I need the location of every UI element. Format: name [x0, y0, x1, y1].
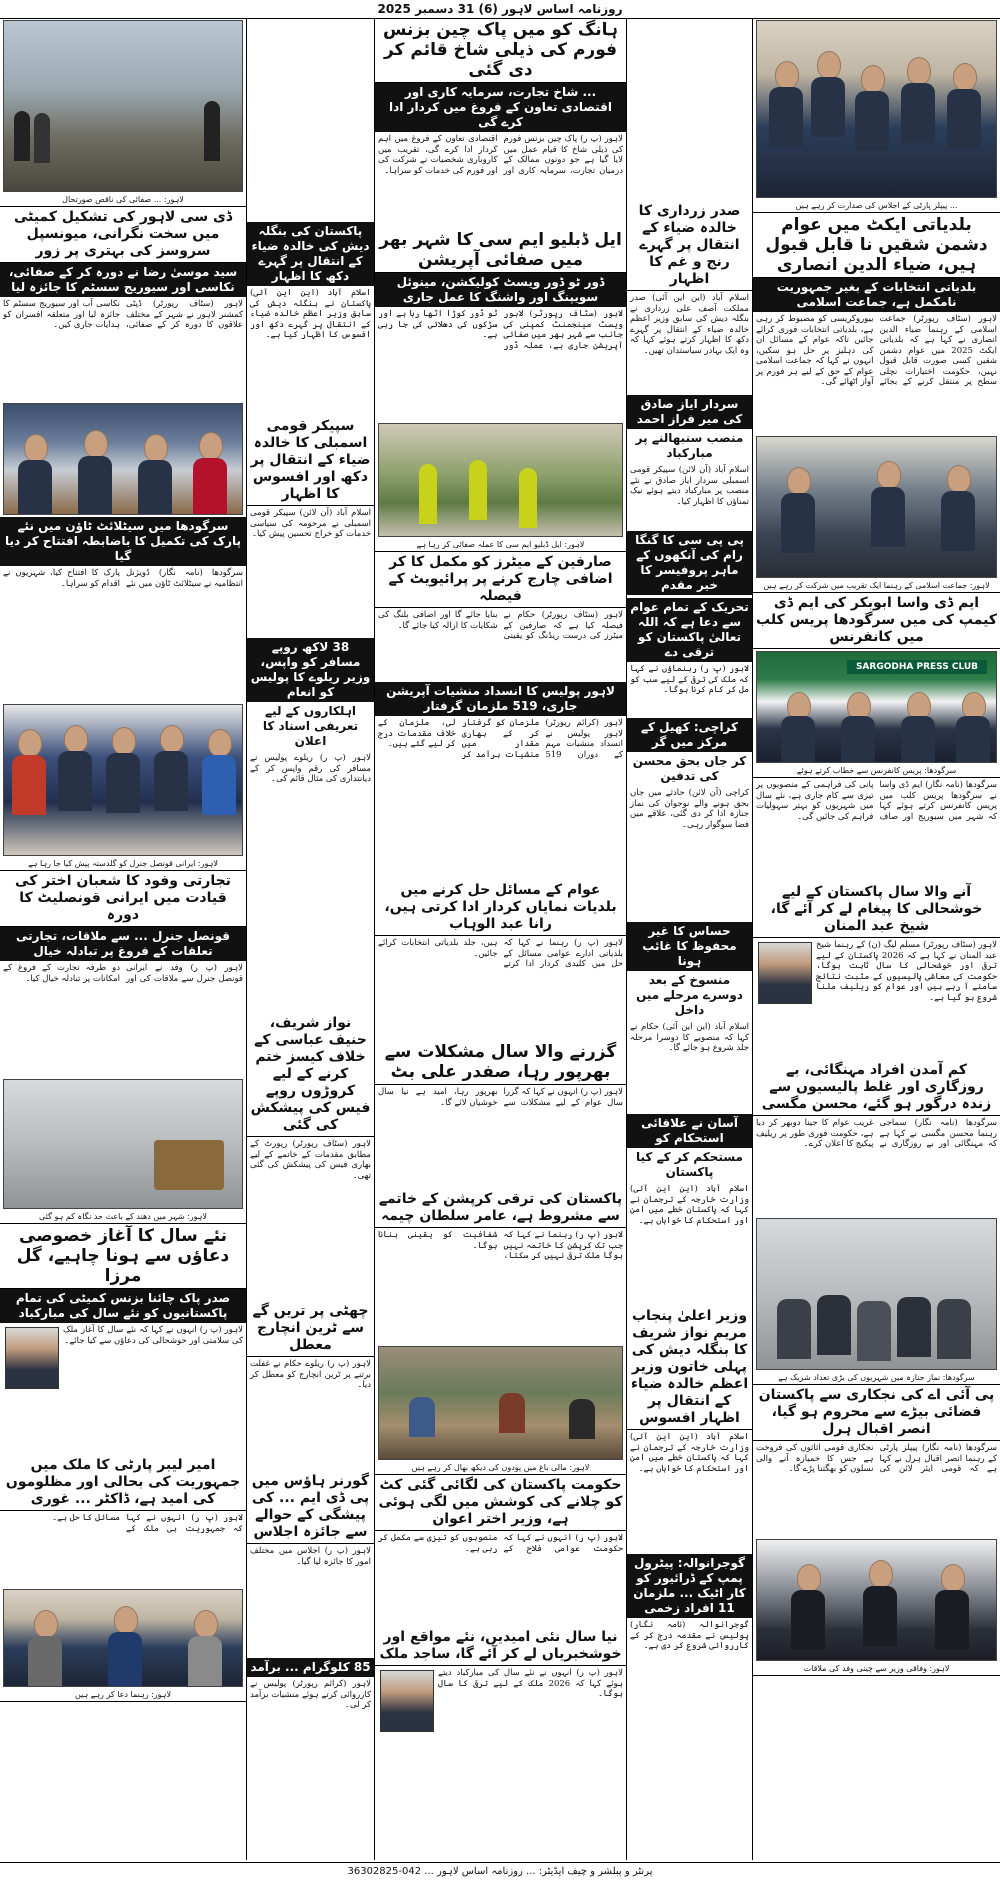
article-body: لاہور (پ ر) ریلوے حکام نے غفلت برتنے پر ٹرین انچارج کو معطل کر دیا۔ — [250, 1359, 371, 1390]
photo-caption: ... پیپلز پارٹی کے اجلاس کی صدارت کر رہے ہیں — [753, 200, 1000, 213]
columnist-portrait — [380, 1670, 434, 1732]
subheadline-bar: ... شاخ تجارت، سرمایہ کاری اور اقتصادی تعاون کے فروغ میں کردار ادا کرے گی — [375, 83, 626, 132]
article-body — [0, 1323, 246, 1455]
subheadline-bar: گوجرانوالہ: پیٹرول پمپ کے ڈرائیور کو کار اٹیک ... ملزمان 11 افراد زخمی — [627, 1554, 752, 1618]
article-text: لاہور (سٹاف رپورٹر) مسلم لیگ (ن) کے رہنما شیخ عبد المنان نے کہا ہے کہ 2026 پاکستان کے لیے ترقی اور خوشحالی کا سال ثابت ہوگا، حکومت کی معاشی پالیسیوں کے مثبت نتائج سامنے آ رہے ہیں اور عوام کو ریلیف ملنا شروع ہو گیا ہے۔ — [816, 940, 997, 1003]
subheadline-bar: سید موسیٰ رضا نے دورہ کر کے صفائی، نکاسی اور سیوریج سسٹم کا جائزہ لیا — [0, 263, 246, 297]
headline: تجارتی وفود کا شعبان اختر کی قیادت میں ایرانی قونصلیٹ کا دورہ — [0, 871, 246, 927]
column-left — [0, 18, 246, 1860]
article-body: اسلام آباد (این این آئی) صدر مملکت آصف علی زرداری نے بنگلہ دیش کی سابق وزیر اعظم خالدہ ضیاء کے انتقال پر گہرے دکھ کا اظہار کرتے ہوئے کہا کہ وہ ایک بہادر سیاستدان تھیں۔ — [630, 293, 749, 356]
subheadline: منسوخ کے بعد دوسرے مرحلے میں داخل — [636, 973, 743, 1017]
headline: عوام کے مسائل حل کرنے میں بلدیات نمایاں کردار ادا کرتی ہیں، رانا عبد الوہاب — [375, 880, 626, 936]
headline: صدر زرداری کا خالدہ ضیاء کے انتقال پر گہرے رنج و غم کا اظہار — [627, 201, 752, 291]
headline: وزیر اعلیٰ پنجاب مریم نواز شریف کا بنگلہ دیش کی پہلی خاتون وزیر اعظم خالدہ ضیاء کے انتقال پر اظہار افسوس — [627, 1306, 752, 1430]
article-body: لاہور (پ ر) ریلوے پولیس نے مسافر کی رقم واپس کر کے دیانتداری کی مثال قائم کی۔ — [250, 753, 371, 784]
article-body — [375, 1666, 626, 1780]
photo-prayer — [3, 1589, 243, 1687]
article-body: لاہور (کرائم رپورٹر) لاہور پولیس نے انسداد منشیات مہم کے دوران 519 ملزمان کو گرفتار کر کے بھاری مقدار میں منشیات برآمد کر لی، ملزمان کے خلاف مقدمات درج کر لیے گئے ہیں۔ — [378, 718, 623, 760]
headline: نئے سال کا آغاز خصوصی دعاؤں سے ہونا چاہیے، گل مرزا — [0, 1224, 246, 1289]
headline: نواز شریف، حنیف عباسی کے خلاف کیسز ختم کرنے کے لیے کروڑوں روپے فیس کی پیشکش کی گئی — [247, 1013, 374, 1137]
subheadline-bar: آسان نے علاقائی استحکام کو — [627, 1114, 752, 1148]
article-body: گوجرانوالہ (نامہ نگار) پولیس نے مقدمہ درج کر کے کارروائی شروع کر دی ہے۔ — [630, 1620, 749, 1651]
subheadline-bar: ڈور ٹو ڈور ویسٹ کولیکشن، مینوئل سویپنگ اور واشنگ کا عمل جاری — [375, 273, 626, 307]
article-body: کراچی (آن لائن) حادثے میں جاں بحق ہونے والے نوجوان کی نماز جنازہ ادا کر دی گئی، علاقے میں فضا سوگوار رہی۔ — [630, 788, 749, 830]
article-body: سرگودھا (نامہ نگار) ڈویژنل انتظامیہ نے سیٹلائٹ ٹاؤن میں نئے پارک کا افتتاح کیا، شہریوں نے اقدام کو سراہا۔ — [3, 568, 243, 589]
article-body: سرگودھا (نامہ نگار) سماجی رہنما محسن مگسی نے کہا ہے کہ مہنگائی اور بے روزگاری نے غریب عوام کا جینا دوبھر کر دیا ہے، حکومت فوری طور پر ریلیف پیکیج کا اعلان کرے۔ — [756, 1118, 997, 1149]
headline: پاکستان کی ترقی کرپشن کے خاتمے سے مشروط ہے، عامر سلطان چیمہ — [375, 1189, 626, 1228]
article-body: سرگودھا (نامہ نگار) پیپلز پارٹی کے رہنما انصر اقبال ہرل نے کہا ہے کہ قومی ایئر لائن کی نجکاری قومی اثاثوں کی فروخت ہے جس کا خمیازہ آنے والی نسلوں کو بھگتنا پڑے گا۔ — [756, 1443, 997, 1474]
subheadline-bar: لاہور پولیس کا انسداد منشیات آپریشن جاری، 519 ملزمان گرفتار — [375, 682, 626, 716]
subheadline-bar: پاکستان کی بنگلہ دیش کی خالدہ ضیاء کے انتقال پر گہرے دکھ کا اظہار — [247, 222, 374, 286]
photo-caption: سرگودھا: نماز جنازہ میں شہریوں کی بڑی تعداد شریک ہے — [753, 1372, 1000, 1385]
headline: صارفین کے میٹرز کو مکمل کا کر اضافی چارج کرنے پر پرائیویٹ کے فیصلہ — [375, 552, 626, 608]
article-body: اسلام آباد (آن لائن) سپیکر قومی اسمبلی سردار ایاز صادق نے نئے منصب پر مبارکباد دیتے ہوئے نیک تمناؤں کا اظہار کیا۔ — [630, 465, 749, 507]
photo-caption: لاہور: وفاقی وزیر سے چینی وفد کی ملاقات — [753, 1663, 1000, 1676]
photo-delegation — [756, 1539, 997, 1661]
article-body: لاہور (پ ر) رہنماؤں نے کہا کہ ملک کی ترقی کے لیے سب کو مل کر کام کرنا ہوگا۔ — [630, 664, 749, 695]
subheadline-bar: پی پی سی کا گنگا رام کی آنکھوں کے ماہر پروفیسر کا خیر مقدم — [627, 531, 752, 595]
headline: گزرنے والا سال مشکلات سے بھرپور رہا، صفدر علی بٹ — [375, 1040, 626, 1085]
headline: گورنر ہاؤس میں پی ڈی ایم ... کی پیشگی کے حوالے سے جائزہ اجلاس — [247, 1471, 374, 1544]
subheadline: کر جاں بحق محسن کی تدفین — [632, 754, 747, 783]
column-center — [375, 18, 626, 1860]
headline: نیا سال نئی امیدیں، نئے مواقع اور خوشخبریاں لے کر آئے گا، ساجد ملک — [375, 1627, 626, 1666]
headline: آنے والا سال پاکستان کے لیے خوشحالی کا پیغام لے کر آئے گا، شیخ عبد المنان — [753, 882, 1000, 938]
press-club-sign: SARGODHA PRESS CLUB — [847, 660, 987, 674]
photo-cleaning — [378, 423, 623, 537]
subheadline-bar: بلدیاتی انتخابات کے بغیر جمہوریت نامکمل ہے، جماعت اسلامی — [753, 278, 1000, 312]
photo-caption: لاہور: ایل ڈبلیو ایم سی کا عملہ صفائی کر رہا ہے — [375, 539, 626, 552]
photo-caption: لاہور: مالی باغ میں پودوں کی دیکھ بھال کر رہے ہیں — [375, 1462, 626, 1475]
article-text: لاہور (پ ر) انہوں نے نئے سال کی مبارکباد دیتے ہوئے کہا کہ 2026 ملک کے لیے ترقی کا سال ہوگا۔ — [438, 1668, 623, 1699]
article-body: اسلام آباد (این این آئی) وزارت خارجہ کے ترجمان نے کہا کہ پاکستان خطے میں امن اور استحکام کا خواہاں ہے۔ — [630, 1184, 749, 1226]
photo-caption: لاہور: ایرانی قونصل جنرل کو گلدستہ پیش کیا جا رہا ہے — [0, 858, 246, 871]
subheadline-bar: سردار ایاز صادق کی میر فراز احمد — [627, 395, 752, 429]
photo-caption: لاہور: رہنما دعا کر رہے ہیں — [0, 1689, 246, 1702]
article-body: لاہور (سٹاف رپورٹر) لاہور ویسٹ مینجمنٹ کمپنی کی جانب سے شہر بھر میں صفائی آپریشن جاری ہے، عملہ ڈور ٹو ڈور کوڑا اٹھا رہا ہے اور سڑکوں کی دھلائی کی جا رہی ہے۔ — [378, 309, 623, 351]
article-body: لاہور (پ ر) وفد نے ایرانی قونصل جنرل سے ملاقات کی اور دو طرفہ تجارت کے فروغ کے امکانات پر تبادلہ خیال کیا۔ — [3, 963, 243, 984]
article-body: لاہور (پ ر) پاک چین بزنس فورم کی ذیلی شاخ کا قیام عمل میں لایا گیا ہے جو دونوں ممالک کے درمیان تجارت، سرمایہ کاری اور اقتصادی تعاون کے فروغ میں اہم کردار ادا کرے گی، تقریب میں کاروباری شخصیات نے شرکت کی اور فورم کی خدمات کو سراہا۔ — [378, 134, 623, 176]
article-body: لاہور (پ ر) انہوں نے کہا کہ حکومت عوامی فلاح کے منصوبوں کو تیزی سے مکمل کر رہی ہے۔ — [378, 1533, 623, 1554]
photo-caption: لاہور: شہر میں دھند کے باعث حد نگاہ کم ہو گئی — [0, 1211, 246, 1224]
photo-caption: سرگودھا: پریس کانفرنس سے خطاب کرتے ہوئے — [753, 765, 1000, 778]
article-body: لاہور (کرائم رپورٹر) پولیس نے کارروائی کرتے ہوئے منشیات برآمد کر لی۔ — [250, 1679, 371, 1710]
photo-fog — [3, 1079, 243, 1209]
column-right — [753, 18, 1000, 1860]
photo-funeral — [756, 1218, 997, 1370]
subheadline: اہلکاروں کے لیے تعریفی اسناد کا اعلان — [262, 704, 359, 748]
article-body: لاہور (سٹاف رپورٹر) جماعت اسلامی کے رہنما ضیاء الدین انصاری نے کہا ہے کہ بلدیاتی ایکٹ 2025 میں عوام دشمن شقیں کسی صورت قابل قبول نہیں، حکومت اختیارات نچلی سطح پر منتقل کرنے کے بجائے بیوروکریسی کو مضبوط کر رہی ہے، بلدیاتی انتخابات فوری کرائے جائیں تاکہ عوام کے مسائل ان کی دہلیز پر حل ہو سکیں، انہوں نے کہا کہ جماعت اسلامی عوام کے حق کے لیے ہر فورم پر آواز اٹھائے گی۔ — [756, 314, 997, 387]
subheadline-bar: سرگودھا میں سیٹلائٹ ٹاؤن میں نئے پارک کی تکمیل کا باضابطہ افتتاح کر دیا گیا — [0, 517, 246, 566]
article-body: لاہور (سٹاف رپورٹر) ڈپٹی کمشنر لاہور نے شہر کے مختلف علاقوں کا دورہ کر کے صفائی، نکاسی آب اور سیوریج سسٹم کا جائزہ لیا اور متعلقہ افسران کو ہدایات جاری کیں۔ — [3, 299, 243, 330]
article-body: لاہور (پ ر) انہوں نے کہا کہ گزرا سال عوام کے لیے مشکلات سے بھرپور رہا، امید ہے نیا سال خوشیاں لائے گا۔ — [378, 1087, 623, 1108]
subheadline-bar: 85 کلوگرام ... برآمد — [247, 1658, 374, 1677]
headline: پی آئی اے کی نجکاری سے پاکستان فضائی بیڑے سے محروم ہو گیا، انصر اقبال ہرل — [753, 1385, 1000, 1441]
article-body: اسلام آباد (این این آئی) پاکستان نے بنگلہ دیش کی سابق وزیر اعظم خالدہ ضیاء کے انتقال پر گہرے دکھ اور افسوس کا اظہار کیا ہے۔ — [250, 288, 371, 340]
article-body: اسلام آباد (آن لائن) سپیکر قومی اسمبلی نے مرحومہ کی سیاسی خدمات کو خراج تحسین پیش کیا۔ — [250, 508, 371, 539]
article-body: لاہور (سٹاف رپورٹر) حکام نے فیصلہ کیا ہے کہ صارفین کے میٹرز کی درست ریڈنگ کو یقینی بنایا جائے گا اور اضافی بلنگ کی شکایات کا ازالہ کیا جائے گا۔ — [378, 610, 623, 641]
headline: ایم ڈی واسا ابوبکر کی ایم ڈی کیمپ کی میں سرگودھا پریس کلب میں کانفرنس — [753, 593, 1000, 649]
article-body: لاہور (سٹاف رپورٹر) رپورٹ کے مطابق مقدمات کے خاتمے کے لیے بھاری فیس کی پیشکش کی گئی تھی۔ — [250, 1139, 371, 1181]
headline: حکومت پاکستان کی لگائی گئی کٹ کو چلانے کی کوشش میں لگی ہوئی ہے، وزیر اختر اعوان — [375, 1475, 626, 1531]
photo-street — [3, 20, 243, 192]
subheadline-bar: حساس کا غیر محفوظ کا غائب ہونا — [627, 922, 752, 971]
photo-caption: لاہور: جماعت اسلامی کے رہنما ایک تقریب میں شرکت کر رہے ہیں — [753, 580, 1000, 593]
headline: سپیکر قومی اسمبلی کا خالدہ ضیاء کے انتقال پر دکھ اور افسوس کا اظہار — [247, 416, 374, 506]
headline: امیر لیبر پارٹی کا ملک میں جمہوریت کی بحالی اور مظلوموں کی امید ہے، ڈاکٹر ... غوری — [0, 1455, 246, 1511]
photo-caption: لاہور: ... صفائی کی ناقص صورتحال — [0, 194, 246, 207]
photo-ceremony — [3, 403, 243, 515]
subheadline-bar: 38 لاکھ روپے مسافر کو واپس، وزیر ریلوے کا پولیس کو انعام — [247, 638, 374, 702]
photo-bouquet — [3, 704, 243, 856]
footer-imprint: پرنٹر و پبلشر و چیف ایڈیٹر: ... روزنامہ اساس لاہور ... 042-36302825 — [0, 1862, 1000, 1881]
headline: ڈی سی لاہور کی تشکیل کمیٹی میں سخت نگرانی، میونسپل سروسز کی بہتری پر زور — [0, 207, 246, 263]
subheadline-bar: صدر پاک چائنا بزنس کمیٹی کی تمام پاکستانیوں کو نئے سال کی مبارکباد — [0, 1289, 246, 1323]
subheadline-bar: تحریک کے تمام عوام سے دعا ہے کہ اللہ تعالیٰ پاکستان کو ترقی دے — [627, 598, 752, 662]
article-body: اسلام آباد (این این آئی) حکام نے کہا کہ منصوبے کا دوسرا مرحلہ جلد شروع ہو جائے گا۔ — [630, 1022, 749, 1053]
article-body: لاہور (پ ر) رہنما نے کہا کہ بلدیاتی ادارے عوامی مسائل کے حل میں کلیدی کردار ادا کرتے ہیں، جلد بلدیاتی انتخابات کرائے جائیں۔ — [378, 938, 623, 969]
column-middle-left — [247, 18, 374, 1860]
columnist-portrait — [758, 942, 812, 1004]
headline: ہانگ کو میں پاک چین بزنس فورم کی ذیلی شاخ قائم کر دی گئی — [375, 18, 626, 83]
photo-meeting — [756, 20, 997, 198]
article-body: اسلام آباد (این این آئی) وزارت خارجہ کے ترجمان نے کہا کہ پاکستان خطے میں امن اور استحکام کا خواہاں ہے۔ — [630, 1432, 749, 1474]
headline: چھٹی پر تریں گے سے ٹرین انچارج معطل — [247, 1301, 374, 1357]
subheadline: مستحکم کر کے کیا پاکستان — [636, 1150, 743, 1179]
article-body: لاہور (پ ر) انہوں نے کہا کہ جمہوریت ہی ملک کے مسائل کا حل ہے۔ — [52, 1513, 243, 1534]
headline: کم آمدن افراد مہنگائی، بے روزگاری اور غلط پالیسیوں سے زندہ درگور ہو گئے، محسن مگسی — [753, 1060, 1000, 1116]
photo-event — [756, 436, 997, 578]
subheadline-bar: کراچی: کھیل کے مرکز میں گر — [627, 718, 752, 752]
column-middle-right — [627, 18, 752, 1860]
columnist-portrait — [5, 1327, 59, 1389]
article-text: لاہور (پ ر) انہوں نے کہا کہ نئے سال کا آغاز ملک کی سلامتی اور خوشحالی کی دعاؤں سے کیا جائے۔ — [63, 1325, 243, 1346]
photo-press-club — [756, 651, 997, 763]
article-body: سرگودھا (نامہ نگار) ایم ڈی واسا نے سرگودھا پریس کلب میں پریس کانفرنس کرتے ہوئے کہا کہ شہر میں سیوریج اور صاف پانی کی فراہمی کے منصوبوں پر تیزی سے کام جاری ہے، نئے سال میں شہریوں کو بہتر سہولیات فراہم کی جائیں گی۔ — [756, 780, 997, 822]
headline: بلدیاتی ایکٹ میں عوام دشمن شقیں نا قابل قبول ہیں، ضیاء الدین انصاری — [753, 213, 1000, 278]
masthead: روزنامہ اساس لاہور (6) 31 دسمبر 2025 — [0, 0, 1000, 19]
article-body: لاہور (پ ر) رہنما نے کہا کہ جب تک کرپشن کا خاتمہ نہیں ہوگا ملک ترقی نہیں کر سکتا، شفافیت کو یقینی بنانا ہوگا۔ — [378, 1230, 623, 1261]
article-body: لاہور (پ ر) اجلاس میں مختلف امور کا جائزہ لیا گیا۔ — [250, 1546, 371, 1567]
subheadline: منصب سنبھالنے پر مبارکباد — [635, 431, 744, 460]
subheadline-bar: قونصل جنرل ... سے ملاقات، تجارتی تعلقات کے فروغ پر تبادلہ خیال — [0, 927, 246, 961]
article-body — [753, 938, 1000, 1060]
headline: ایل ڈبلیو ایم سی کا شہر بھر میں صفائی آپریشن — [375, 228, 626, 273]
photo-gardeners — [378, 1346, 623, 1460]
